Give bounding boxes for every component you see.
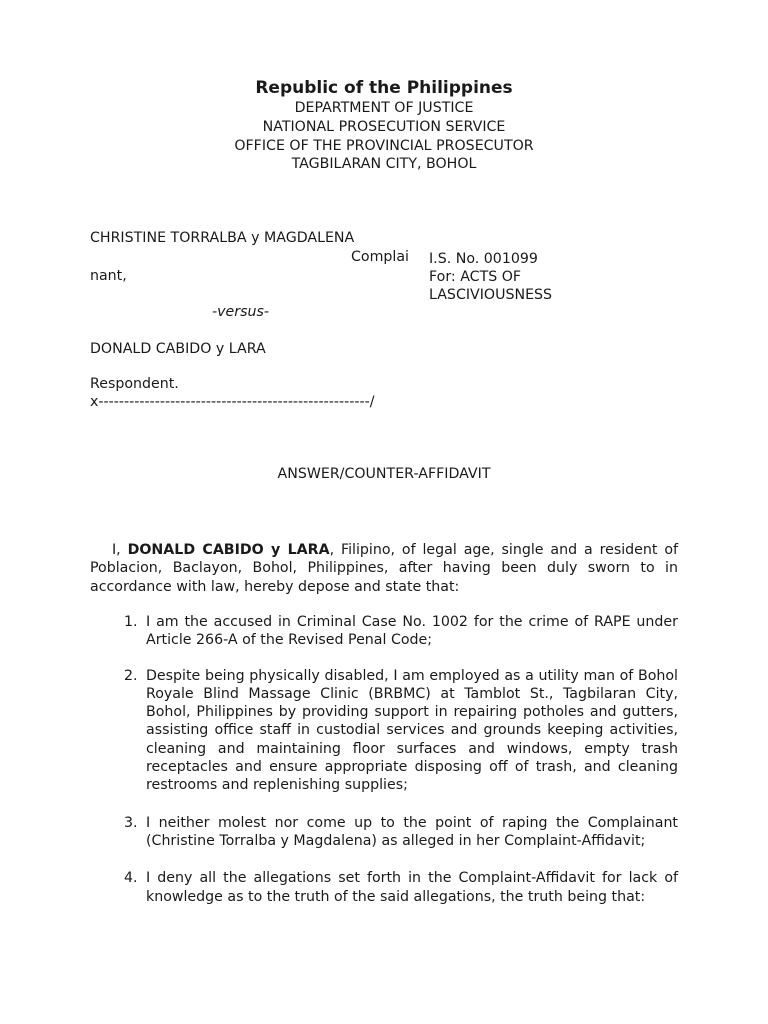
- list-item: [90, 667, 678, 795]
- republic-title: Republic of the Philippines: [255, 78, 513, 98]
- item-text: I deny all the allegations set forth in the Complaint-Affidavit for lack of knowledge as to the truth of the said allegations, the truth being that:: [146, 870, 678, 905]
- complainant-label-part1: Complai: [351, 249, 409, 265]
- item-text: I am the accused in Criminal Case No. 1002 for the crime of RAPE under Article 266-A of the Revised Penal Code;: [146, 614, 678, 649]
- service-heading: NATIONAL PROSECUTION SERVICE: [262, 119, 506, 135]
- case-for-line2: LASCIVIOUSNESS: [429, 287, 553, 303]
- item-number: 3.: [124, 814, 138, 831]
- versus-label: -versus-: [212, 304, 269, 320]
- complainant-label-part2: nant,: [90, 268, 127, 284]
- list-item: [90, 869, 678, 906]
- case-for-line1: For: ACTS OF: [429, 269, 522, 285]
- department-heading: DEPARTMENT OF JUSTICE: [294, 100, 474, 116]
- affiant-name: DONALD CABIDO y LARA: [127, 542, 330, 558]
- item-text: I neither molest nor come up to the point of raping the Complainant (Christine Torralba y Magdalena) as alleged in her Complaint-Affidavit;: [146, 814, 678, 849]
- intro-paragraph: [90, 541, 678, 596]
- office-heading: OFFICE OF THE PROVINCIAL PROSECUTOR: [234, 138, 534, 154]
- list-item: [90, 613, 678, 650]
- item-text: Despite being physically disabled, I am employed as a utility man of Bohol Royale Blind Massage Clinic (BRBMC) at Tamblot St., Tagbilaran City, Bohol, Philippines by providing support in repairing potholes and gutters, assisting office staff in custodial services and grounds keeping activities, cleaning and maintaining floor surfaces and windows, empty trash receptacles and ensure appropriate disposing off of trash, and cleaning restrooms and replenishing supplies;: [146, 667, 678, 794]
- document-title: ANSWER/COUNTER-AFFIDAVIT: [277, 466, 491, 482]
- intro-prefix: I,: [112, 542, 128, 558]
- item-number: 4.: [124, 870, 138, 887]
- item-number: 1.: [124, 614, 138, 630]
- caption-separator: x-----------------------------------------------------/: [90, 394, 375, 410]
- intro-text: , Filipino, of legal age, single and a resident of Poblacion, Baclayon, Bohol, Philippines, after having been duly sworn to in accordance with law, hereby depose and state that:: [90, 542, 678, 595]
- respondent-name: DONALD CABIDO y LARA: [90, 341, 266, 357]
- allegations-list: [90, 613, 678, 906]
- case-number: I.S. No. 001099: [429, 251, 538, 267]
- list-item: [90, 814, 678, 851]
- item-number: 2.: [124, 667, 138, 684]
- complainant-name: CHRISTINE TORRALBA y MAGDALENA: [90, 230, 355, 246]
- respondent-label: Respondent.: [90, 376, 179, 392]
- city-heading: TAGBILARAN CITY, BOHOL: [291, 156, 477, 172]
